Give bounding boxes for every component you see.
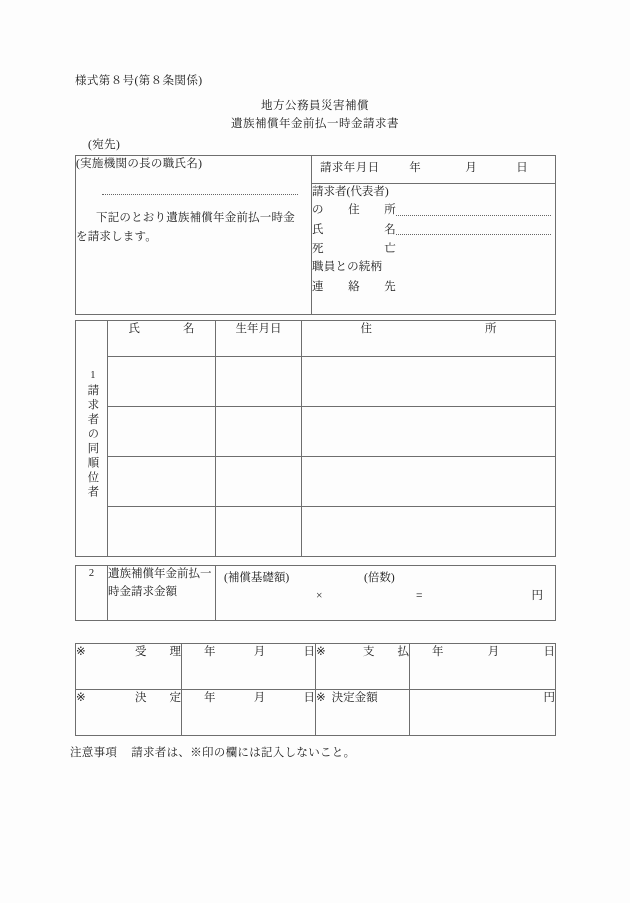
cell-birthdate-1[interactable] — [216, 356, 302, 406]
deceased-label — [312, 241, 396, 259]
decision-amount-label-inner — [316, 690, 409, 708]
contact-label-char1: 連 — [312, 280, 324, 293]
receipt-date-units — [182, 644, 315, 662]
table-row[interactable] — [76, 356, 556, 406]
cell-name-3[interactable] — [108, 456, 216, 506]
request-date-month-unit: 月 — [465, 162, 477, 174]
payment-label-cell — [316, 644, 410, 690]
death-label-char1: 死 — [312, 243, 324, 256]
payment-day-unit: 日 — [543, 646, 555, 658]
decision-label-inner — [76, 690, 181, 708]
note-label: 注意事項 — [70, 747, 118, 759]
header-address-char2: 所 — [485, 323, 497, 335]
payment-month-unit: 月 — [487, 646, 500, 658]
name-label-char1: 氏 — [312, 223, 324, 236]
decision-label-cell — [76, 690, 182, 736]
table-row[interactable] — [76, 406, 556, 456]
organization-cell[interactable] — [76, 156, 312, 315]
table-row[interactable] — [76, 456, 556, 506]
column-header-address-inner — [361, 321, 497, 339]
claimant-address-input-line[interactable] — [396, 215, 551, 216]
note-text: 請求者は、※印の欄には記入しないこと。 — [131, 747, 356, 759]
payment-date-units — [410, 644, 555, 662]
claimant-name-input-line[interactable] — [396, 234, 551, 235]
cell-birthdate-2[interactable] — [216, 406, 302, 456]
column-header-name-inner — [129, 321, 195, 339]
cell-name-2[interactable] — [108, 406, 216, 456]
receipt-label-inner — [76, 644, 181, 662]
relation-label: 職員との続柄 — [312, 261, 383, 274]
receipt-label-text: 受 理 — [135, 646, 181, 658]
claimant-title: 請求者(代表者) — [312, 185, 389, 198]
column-header-name — [108, 321, 216, 357]
amount-label-line2: 時金請求金額 — [108, 585, 177, 598]
header-name-char1: 氏 — [128, 323, 140, 335]
amount-label-line1: 遺族補償年金前払一 — [108, 568, 212, 580]
cell-birthdate-3[interactable] — [216, 456, 302, 506]
request-date-label: 請求年月日 — [320, 162, 380, 174]
column-header-birthdate: 生年月日 — [216, 321, 302, 357]
organization-write-line[interactable] — [102, 194, 298, 195]
receipt-month-unit: 月 — [253, 646, 266, 658]
organization-label: (実施機関の長の職氏名) — [76, 158, 203, 170]
cell-name-1[interactable] — [108, 356, 216, 406]
decision-amount-unit: 円 — [543, 692, 555, 704]
request-date-cell[interactable] — [312, 156, 556, 184]
document-title-line2: 遺族補償年金前払一時金請求書 — [231, 118, 399, 130]
column-header-address — [302, 321, 556, 357]
section-1-vertical-label-cell — [76, 321, 108, 557]
cell-birthdate-4[interactable] — [216, 506, 302, 556]
section-1-vertical-text — [81, 321, 103, 549]
death-label-char2: 亡 — [384, 243, 396, 256]
header-block-table — [75, 155, 556, 315]
section-2-label-cell — [108, 566, 216, 621]
decision-amount-label-cell — [316, 690, 410, 736]
claimant-info-cell[interactable] — [312, 183, 556, 314]
official-mark-icon: ※ — [76, 646, 86, 658]
claimant-name-line[interactable] — [312, 222, 555, 240]
decision-amount-label-text: 決定金額 — [331, 692, 378, 704]
amount-calculation-cell[interactable] — [216, 566, 556, 621]
table-row[interactable] — [76, 690, 556, 736]
cell-address-3[interactable] — [302, 456, 556, 506]
payment-year-unit: 年 — [432, 646, 444, 658]
request-date-year-unit: 年 — [409, 162, 421, 174]
payment-label-inner — [316, 644, 409, 662]
request-sentence — [76, 209, 311, 247]
cell-address-4[interactable] — [302, 506, 556, 556]
addressee-label: (宛先) — [88, 139, 121, 151]
cell-address-1[interactable] — [302, 356, 556, 406]
decision-date-cell[interactable] — [182, 690, 316, 736]
receipt-date-cell[interactable] — [182, 644, 316, 690]
header-name-char2: 名 — [183, 323, 195, 335]
claimant-address-label — [312, 202, 396, 220]
section-1-label: 請求者の同順位者 — [86, 384, 99, 500]
document-title-line1: 地方公務員災害補償 — [261, 100, 369, 112]
deceased-relation-line2[interactable] — [312, 259, 555, 277]
contact-label-char2: 絡 — [348, 280, 360, 293]
decision-amount-value-cell[interactable] — [410, 690, 556, 736]
amount-section-table — [75, 565, 556, 621]
decision-day-unit: 日 — [303, 692, 315, 704]
contact-label-char3: 先 — [384, 280, 396, 293]
request-date-day-unit: 日 — [516, 162, 528, 174]
table-row[interactable] — [76, 644, 556, 690]
contact-line[interactable] — [312, 279, 555, 297]
address-label-char1: の — [312, 203, 324, 216]
contact-label — [312, 279, 396, 297]
footer-note — [70, 744, 355, 760]
deceased-relation-line1 — [312, 241, 555, 259]
official-mark-icon: ※ — [316, 692, 326, 704]
cell-address-2[interactable] — [302, 406, 556, 456]
request-sentence-line1: 下記のとおり遺族補償年金前払一時金 — [96, 211, 295, 224]
table-row[interactable] — [76, 506, 556, 556]
multiply-sign: × — [316, 590, 323, 602]
receipt-label-cell — [76, 644, 182, 690]
calculation-captions — [216, 566, 555, 586]
payment-label-text: 支 払 — [363, 646, 409, 658]
form-number: 様式第８号(第８条関係) — [75, 75, 203, 87]
claimant-name-label — [312, 222, 396, 240]
official-mark-icon: ※ — [76, 692, 86, 704]
claimant-address-line[interactable] — [312, 202, 555, 220]
base-amount-label: (補償基礎額) — [224, 572, 290, 584]
payment-date-cell[interactable] — [410, 644, 556, 690]
same-rank-persons-table — [75, 320, 556, 557]
cell-name-4[interactable] — [108, 506, 216, 556]
address-label-char2: 住 — [348, 203, 360, 216]
decision-year-unit: 年 — [204, 692, 216, 704]
section-2-number-cell: 2 — [76, 566, 108, 621]
section-1-number: 1 — [87, 370, 99, 384]
request-date-fields[interactable] — [387, 160, 545, 178]
official-mark-icon: ※ — [316, 646, 326, 658]
request-sentence-line2: を請求します。 — [76, 230, 157, 243]
currency-unit: 円 — [531, 590, 543, 602]
equals-sign: = — [416, 590, 423, 602]
name-label-char2: 名 — [384, 223, 396, 236]
receipt-year-unit: 年 — [204, 646, 216, 658]
decision-month-unit: 月 — [253, 692, 266, 704]
calculation-operators[interactable] — [216, 586, 555, 606]
claimant-title-line — [312, 184, 555, 202]
receipt-day-unit: 日 — [303, 646, 315, 658]
multiplier-label: (倍数) — [364, 572, 395, 584]
address-label-char3: 所 — [384, 203, 396, 216]
header-address-char1: 住 — [360, 323, 372, 335]
decision-date-units — [182, 690, 315, 708]
official-use-table — [75, 643, 556, 736]
decision-label-text: 決 定 — [135, 692, 181, 704]
